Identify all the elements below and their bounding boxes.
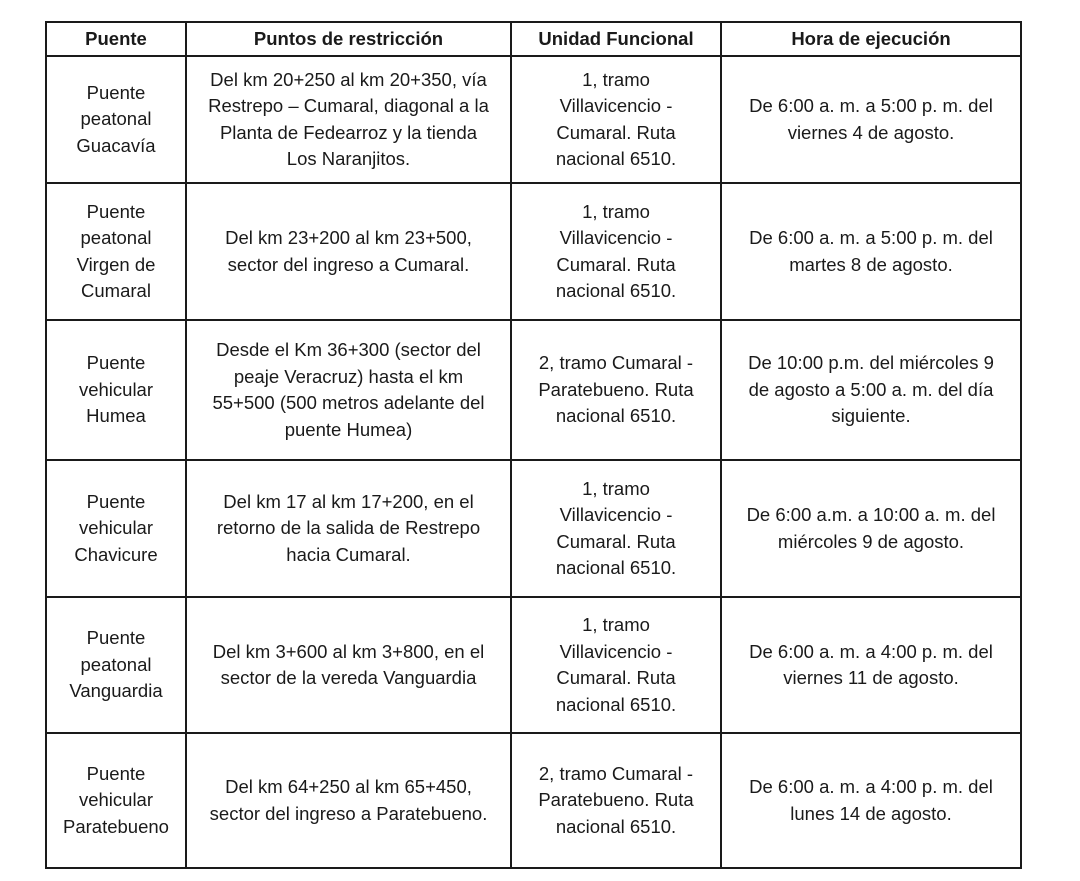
cell-text: Puente peatonal Virgen de Cumaral	[76, 200, 156, 301]
table-row	[46, 733, 1021, 868]
table-body	[46, 56, 1021, 868]
cell-text: Desde el Km 36+300 (sector del peaje Veracruz) hasta el km 55+500 (500 metros adelante del puente Humea)	[212, 339, 485, 440]
cell-hora	[721, 56, 1021, 183]
cell-puente	[46, 460, 186, 597]
cell-text: De 6:00 a.m. a 10:00 a. m. del miércoles 9 de agosto.	[746, 504, 996, 552]
cell-text: 1, tramo Villavicencio - Cumaral. Ruta nacional 6510.	[555, 68, 677, 169]
cell-text: Del km 64+250 al km 65+450, sector del ingreso a Paratebueno.	[209, 776, 488, 824]
cell-puntos	[186, 597, 511, 733]
table-row	[46, 597, 1021, 733]
cell-text: 1, tramo Villavicencio - Cumaral. Ruta nacional 6510.	[555, 614, 677, 715]
cell-text: De 6:00 a. m. a 5:00 p. m. del martes 8 de agosto.	[749, 227, 993, 275]
cell-text: Puente peatonal Guacavía	[76, 81, 156, 156]
cell-text: De 6:00 a. m. a 5:00 p. m. del viernes 4 de agosto.	[749, 95, 993, 143]
cell-puente	[46, 733, 186, 868]
cell-hora	[721, 183, 1021, 320]
header-puente: Puente	[46, 22, 186, 56]
cell-hora	[721, 597, 1021, 733]
cell-text: 1, tramo Villavicencio - Cumaral. Ruta nacional 6510.	[555, 200, 677, 301]
cell-unidad	[511, 56, 721, 183]
cell-text: De 6:00 a. m. a 4:00 p. m. del viernes 11 de agosto.	[749, 640, 993, 688]
cell-text: Puente vehicular Humea	[78, 352, 154, 427]
header-row	[46, 22, 1021, 56]
cell-puente	[46, 183, 186, 320]
cell-text: De 6:00 a. m. a 4:00 p. m. del lunes 14 de agosto.	[749, 776, 993, 824]
header-puntos-restriccion: Puntos de restricción	[186, 22, 511, 56]
cell-text: 2, tramo Cumaral - Paratebueno. Ruta nacional 6510.	[538, 352, 694, 427]
cell-text: 1, tramo Villavicencio - Cumaral. Ruta nacional 6510.	[555, 477, 677, 578]
cell-unidad	[511, 320, 721, 460]
cell-text: Del km 20+250 al km 20+350, vía Restrepo – Cumaral, diagonal a la Planta de Fedearroz y la tienda Los Naranjitos.	[208, 68, 489, 169]
cell-unidad	[511, 733, 721, 868]
cell-puntos	[186, 733, 511, 868]
table-row	[46, 56, 1021, 183]
cell-hora	[721, 320, 1021, 460]
cell-text: De 10:00 p.m. del miércoles 9 de agosto a 5:00 a. m. del día siguiente.	[748, 352, 994, 427]
cell-text: Puente peatonal Vanguardia	[69, 627, 163, 702]
cell-text: 2, tramo Cumaral - Paratebueno. Ruta nacional 6510.	[538, 762, 694, 837]
cell-unidad	[511, 460, 721, 597]
table-header	[46, 22, 1021, 56]
cell-puente	[46, 56, 186, 183]
cell-unidad	[511, 597, 721, 733]
cell-text: Del km 17 al km 17+200, en el retorno de la salida de Restrepo hacia Cumaral.	[216, 490, 481, 565]
cell-hora	[721, 460, 1021, 597]
cell-text: Puente vehicular Paratebueno	[63, 762, 169, 837]
cell-puente	[46, 597, 186, 733]
table-row	[46, 183, 1021, 320]
cell-puntos	[186, 460, 511, 597]
restriction-schedule-table	[45, 21, 1022, 869]
cell-text: Puente vehicular Chavicure	[74, 490, 158, 565]
cell-text: Del km 3+600 al km 3+800, en el sector de la vereda Vanguardia	[212, 640, 485, 688]
table-row	[46, 460, 1021, 597]
header-unidad-funcional: Unidad Funcional	[511, 22, 721, 56]
table-row	[46, 320, 1021, 460]
cell-text: Del km 23+200 al km 23+500, sector del ingreso a Cumaral.	[225, 227, 472, 275]
cell-hora	[721, 733, 1021, 868]
cell-unidad	[511, 183, 721, 320]
header-hora-ejecucion: Hora de ejecución	[721, 22, 1021, 56]
cell-puente	[46, 320, 186, 460]
cell-puntos	[186, 183, 511, 320]
cell-puntos	[186, 56, 511, 183]
cell-puntos	[186, 320, 511, 460]
